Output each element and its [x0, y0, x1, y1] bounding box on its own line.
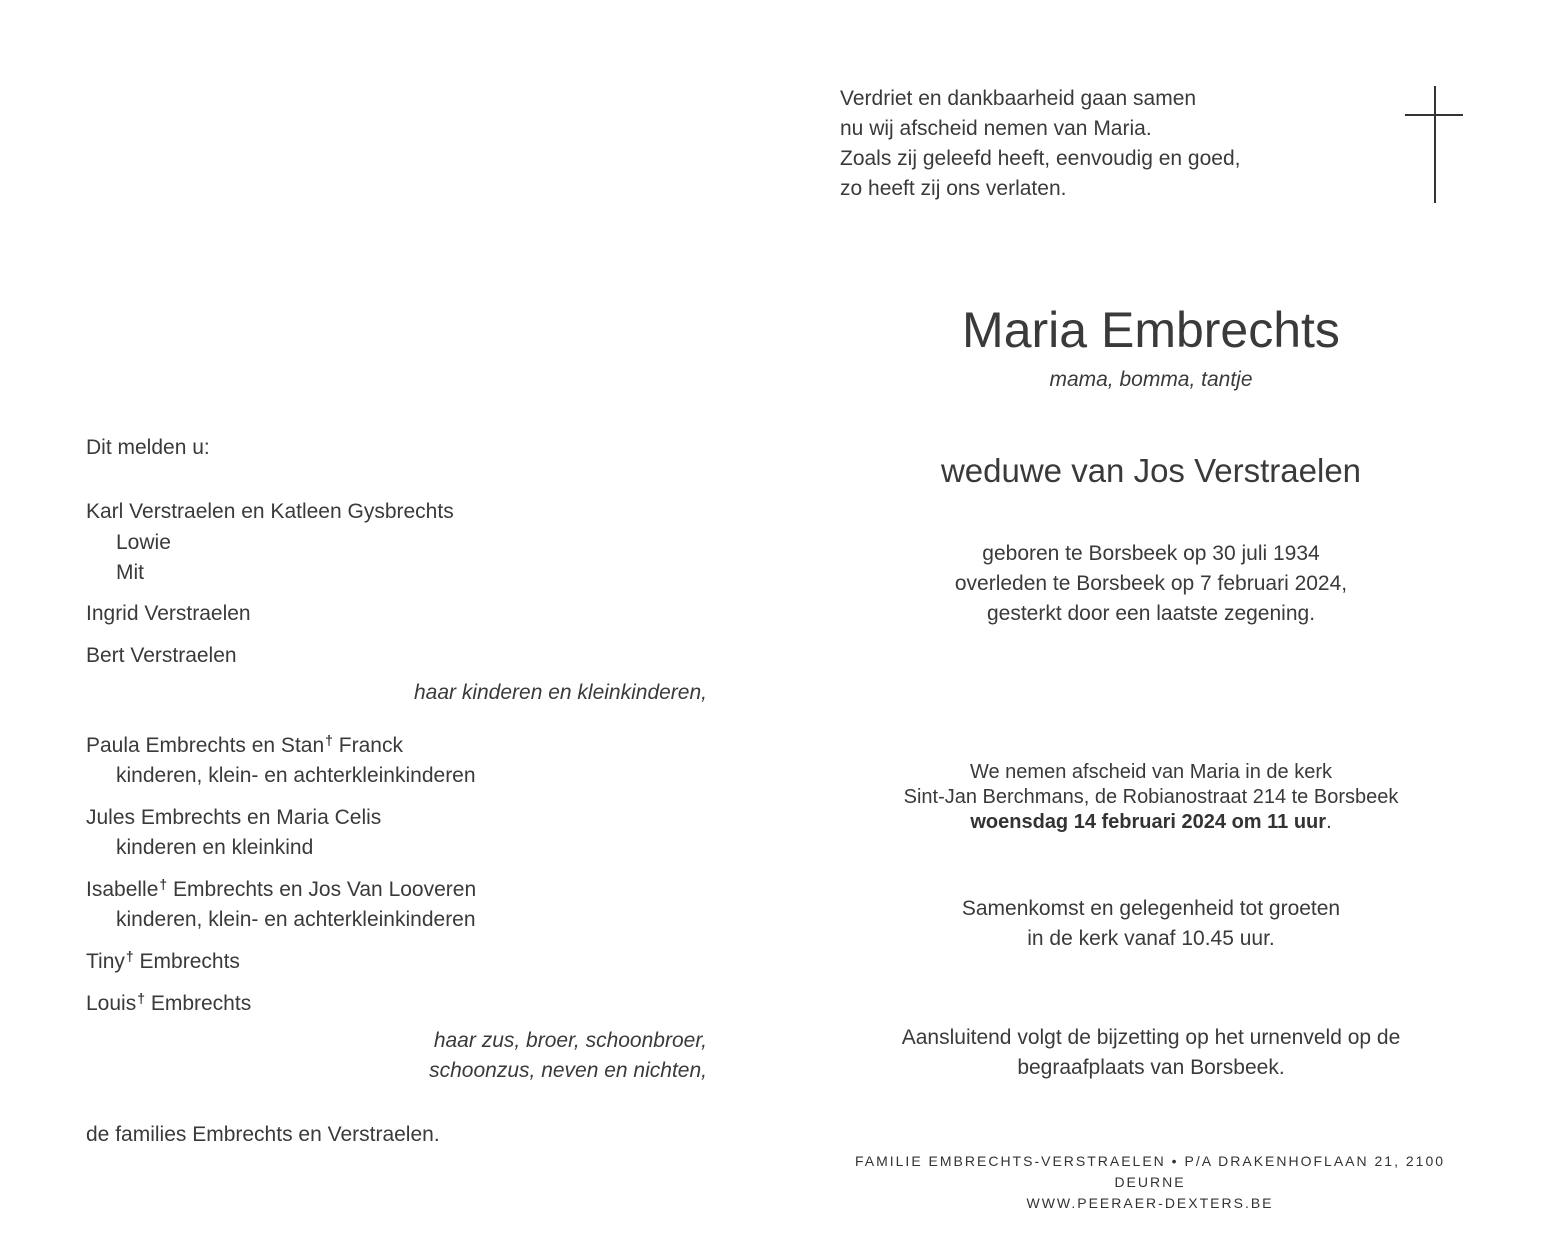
member-name: Paula Embrechts en Stan [86, 734, 325, 757]
grandchild: Lowie [116, 531, 171, 554]
poem-line: zo heeft zij ons verlaten. [840, 177, 1067, 200]
burial-line: Aansluitend volgt de bijzetting op het urnenveld op de [901, 1026, 1401, 1049]
member-name: Embrechts en Jos Van Looveren [167, 878, 477, 901]
died-line: overleden te Borsbeek op 7 februari 2024, [954, 572, 1348, 595]
poem-line: Zoals zij geleefd heeft, eenvoudig en goed, [840, 147, 1241, 170]
family-intro: Dit melden u: [86, 436, 210, 459]
family-member [86, 875, 476, 905]
ceremony-date [840, 810, 1462, 835]
poem-line: nu wij afscheid nemen van Maria. [840, 117, 1152, 140]
burial-place: begraafplaats van Borsbeek. [1017, 1056, 1285, 1079]
footer-website: WWW.PEERAER-DEXTERS.BE [1026, 1195, 1274, 1211]
siblings-caption: schoonzus, neven en nichten, [429, 1059, 707, 1082]
ceremony-date-bold: woensdag 14 februari 2024 om 11 uur [970, 811, 1327, 833]
footer [820, 1151, 1480, 1214]
gathering-line: Samenkomst en gelegenheid tot groeten [961, 897, 1341, 920]
siblings-caption: haar zus, broer, schoonbroer, [433, 1029, 707, 1052]
ceremony-date-suffix: . [1326, 811, 1332, 833]
family-member: Ingrid Verstraelen [86, 602, 251, 625]
life-dates [840, 539, 1462, 629]
family-member [86, 947, 240, 977]
cross-horizontal [1405, 114, 1463, 116]
children-caption: haar kinderen en kleinkinderen, [413, 681, 707, 704]
cross-vertical [1434, 86, 1436, 203]
family-member [86, 989, 251, 1019]
ceremony-info [840, 760, 1462, 835]
families-line: de families Embrechts en Verstraelen. [86, 1123, 440, 1146]
member-name: Tiny [86, 950, 125, 973]
family-member: Jules Embrechts en Maria Celis [86, 806, 382, 829]
family-member: Karl Verstraelen en Katleen Gysbrechts [86, 500, 454, 523]
deceased-name: Maria Embrechts [962, 302, 1340, 358]
member-name: Embrechts [133, 950, 240, 973]
footer-address: FAMILIE EMBRECHTS-VERSTRAELEN • P/A DRAKENHOFLAAN 21, 2100 DEURNE [854, 1153, 1446, 1190]
deceased-mark: † [159, 876, 168, 892]
grandchild: Mit [116, 561, 144, 584]
gathering-time: in de kerk vanaf 10.45 uur. [1027, 927, 1275, 950]
deceased-roles: mama, bomma, tantje [1049, 368, 1253, 391]
deceased-mark: † [325, 732, 333, 748]
family-sub: kinderen en kleinkind [116, 836, 314, 859]
member-name: Franck [332, 734, 403, 757]
opening-poem [840, 84, 1240, 204]
member-name: Embrechts [145, 992, 252, 1015]
poem-line: Verdriet en dankbaarheid gaan samen [840, 87, 1197, 110]
gathering-info [840, 894, 1462, 954]
ceremony-line: We nemen afscheid van Maria in de kerk [969, 761, 1333, 783]
burial-info [840, 1023, 1462, 1083]
widow-of: weduwe van Jos Verstraelen [940, 452, 1362, 489]
blessing-line: gesterkt door een laatste zegening. [986, 602, 1316, 625]
family-member [86, 731, 403, 761]
member-name: Louis [86, 992, 137, 1015]
family-sub: kinderen, klein- en achterkleinkinderen [116, 908, 476, 931]
deceased-mark: † [125, 948, 134, 964]
family-sub: kinderen, klein- en achterkleinkinderen [116, 764, 476, 787]
family-member: Bert Verstraelen [86, 644, 237, 667]
member-name: Isabelle [86, 878, 159, 901]
ceremony-location: Sint-Jan Berchmans, de Robianostraat 214 te Borsbeek [903, 786, 1399, 808]
born-line: geboren te Borsbeek op 30 juli 1934 [982, 542, 1320, 565]
deceased-mark: † [137, 990, 145, 1006]
